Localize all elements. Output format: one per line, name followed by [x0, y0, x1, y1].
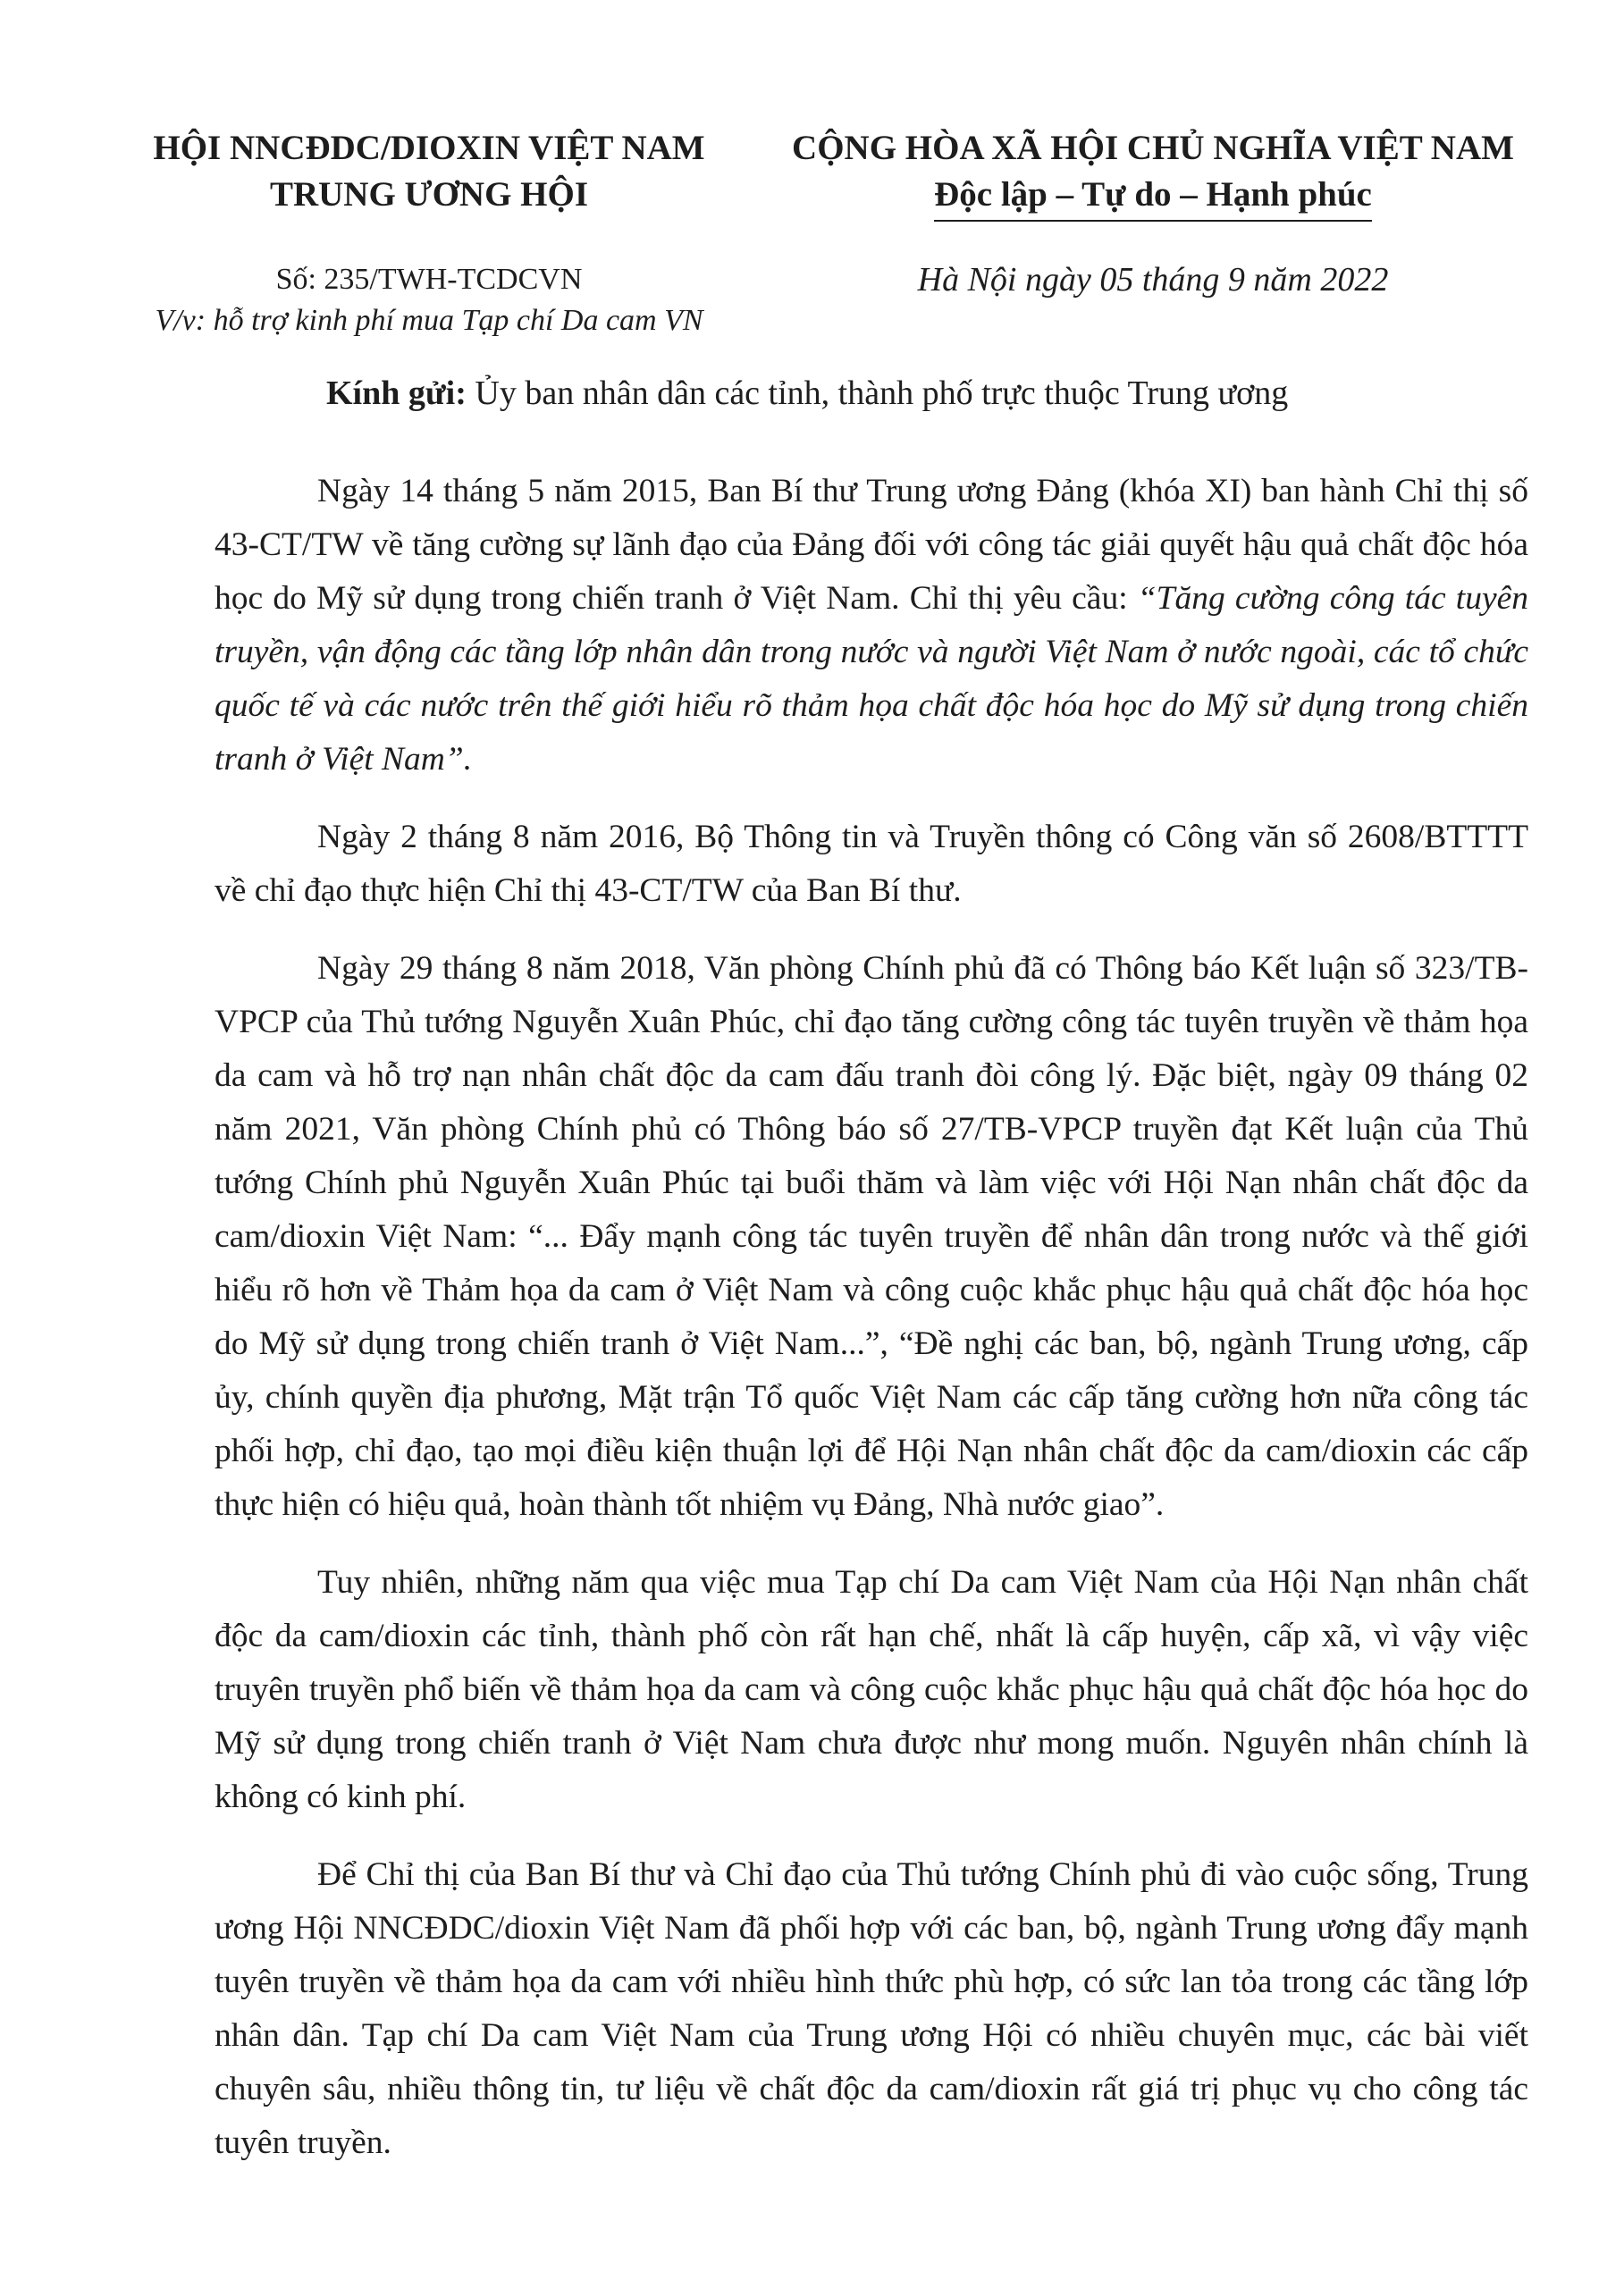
national-title-block [751, 125, 1555, 222]
paragraph-1-text: Ngày 14 tháng 5 năm 2015, Ban Bí thư Trung ương Đảng (khóa XI) ban hành Chỉ thị số 43-CT/TW về tăng cường sự lãnh đạo của Đảng đối với công tác giải quyết hậu quả chất độc hóa học do Mỹ sử dụng trong chiến tranh ở Việt Nam. Chỉ thị yêu cầu: [215, 473, 1528, 617]
document-body [215, 465, 1528, 2194]
paragraph-5: Để Chỉ thị của Ban Bí thư và Chỉ đạo của Thủ tướng Chính phủ đi vào cuộc sống, Trung ương Hội NNCĐDC/dioxin Việt Nam đã phối hợp với các ban, bộ, ngành Trung ương đẩy mạnh tuyên truyền về thảm họa da cam với nhiều hình thức phù hợp, có sức lan tỏa trong các tầng lớp nhân dân. Tạp chí Da cam Việt Nam của Trung ương Hội có nhiều chuyên mục, các bài viết chuyên sâu, nhiều thông tin, tư liệu về chất độc da cam/dioxin rất giá trị phục vụ cho công tác tuyên truyền. [215, 1856, 1528, 2161]
recipient-label: Kính gửi: [326, 374, 467, 412]
paragraph-1 [215, 465, 1528, 786]
document-date: Hà Nội ngày 05 tháng 9 năm 2022 [917, 261, 1389, 299]
paragraph-2: Ngày 2 tháng 8 năm 2016, Bộ Thông tin và Truyền thông có Công văn số 2608/BTTTT về chỉ đạo thực hiện Chỉ thị 43-CT/TW của Ban Bí thư. [215, 819, 1528, 909]
paragraph-1-quote: “Tăng cường công tác tuyên truyền, vận động các tầng lớp nhân dân trong nước và người Việt Nam ở nước ngoài, các tổ chức quốc tế và các nước trên thế giới hiểu rõ thảm họa chất độc hóa học do Mỹ sử dụng trong chiến tranh ở Việt Nam”. [215, 580, 1528, 778]
national-title: CỘNG HÒA XÃ HỘI CHỦ NGHĨA VIỆT NAM [792, 129, 1514, 167]
reference-block [107, 259, 751, 341]
recipient-line [326, 371, 1288, 416]
issuer-block [107, 125, 751, 218]
issuer-name: HỘI NNCĐDC/DIOXIN VIỆT NAM [153, 129, 705, 167]
national-motto: Độc lập – Tự do – Hạnh phúc [934, 172, 1372, 222]
paragraph-3: Ngày 29 tháng 8 năm 2018, Văn phòng Chính phủ đã có Thông báo Kết luận số 323/TB-VPCP của Thủ tướng Nguyễn Xuân Phúc, chỉ đạo tăng cường công tác tuyên truyền về thảm họa da cam và hỗ trợ nạn nhân chất độc da cam đấu tranh đòi công lý. Đặc biệt, ngày 09 tháng 02 năm 2021, Văn phòng Chính phủ có Thông báo số 27/TB-VPCP truyền đạt Kết luận của Thủ tướng Chính phủ Nguyễn Xuân Phúc tại buổi thăm và làm việc với Hội Nạn nhân chất độc da cam/dioxin Việt Nam: “... Đẩy mạnh công tác tuyên truyền để nhân dân trong nước và thế giới hiểu rõ hơn về Thảm họa da cam ở Việt Nam và công cuộc khắc phục hậu quả chất độc hóa học do Mỹ sử dụng trong chiến tranh ở Việt Nam...”, “Đề nghị các ban, bộ, ngành Trung ương, cấp ủy, chính quyền địa phương, Mặt trận Tổ quốc Việt Nam các cấp tăng cường hơn nữa công tác phối hợp, chỉ đạo, tạo mọi điều kiện thuận lợi để Hội Nạn nhân chất độc da cam/dioxin các cấp thực hiện có hiệu quả, hoàn thành tốt nhiệm vụ Đảng, Nhà nước giao”. [215, 950, 1528, 1523]
document-subject: V/v: hỗ trợ kinh phí mua Tạp chí Da cam VN [155, 304, 703, 337]
document-number: Số: 235/TWH-TCDCVN [275, 263, 583, 296]
recipient-value: Ủy ban nhân dân các tỉnh, thành phố trực thuộc Trung ương [466, 374, 1289, 412]
paragraph-4: Tuy nhiên, những năm qua việc mua Tạp chí Da cam Việt Nam của Hội Nạn nhân chất độc da cam/dioxin các tỉnh, thành phố còn rất hạn chế, nhất là cấp huyện, cấp xã, vì vậy việc truyên truyền phổ biến về thảm họa da cam và công cuộc khắc phục hậu quả chất độc hóa học do Mỹ sử dụng trong chiến tranh ở Việt Nam chưa được như mong muốn. Nguyên nhân chính là không có kinh phí. [215, 1564, 1528, 1815]
issuer-sub: TRUNG ƯƠNG HỘI [269, 175, 589, 214]
